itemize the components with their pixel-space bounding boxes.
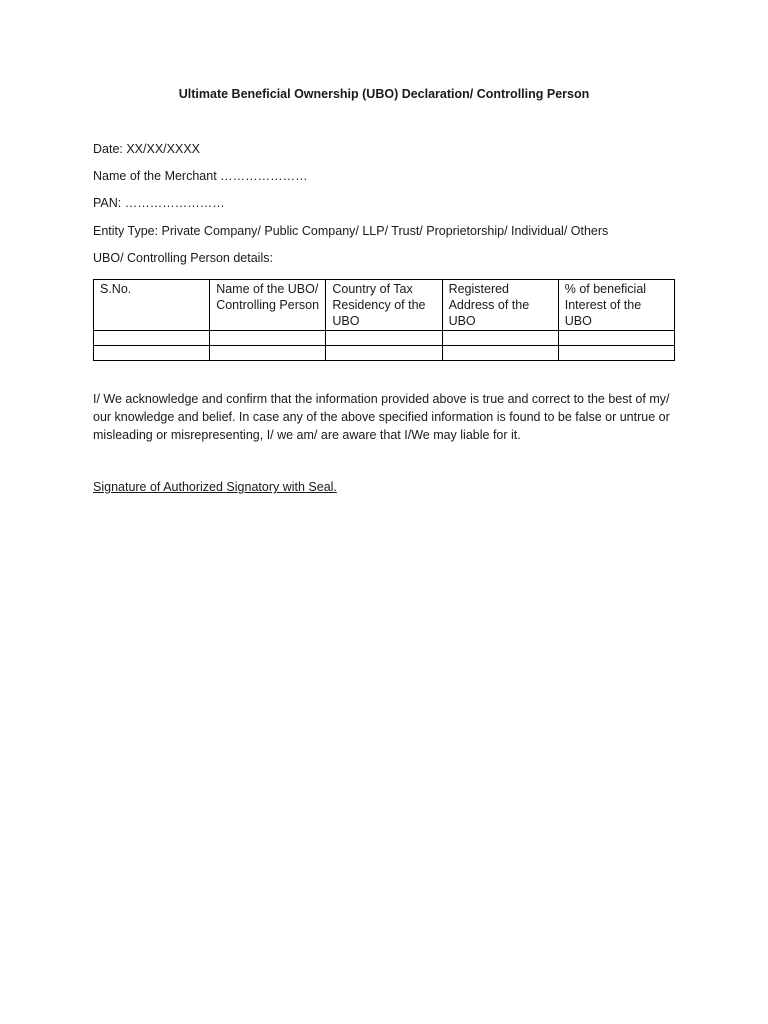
declaration-paragraph: I/ We acknowledge and confirm that the information provided above is true and correct to the best of my/ our knowledge and belief. In case any of the above specified information is found to be false or untrue or misleading or misrepresenting, I/ we am/ are aware that I/We may liable for it. bbox=[93, 392, 670, 442]
table-cell bbox=[442, 346, 558, 361]
table-row bbox=[94, 331, 675, 346]
table-cell bbox=[558, 346, 674, 361]
merchant-name-field: Name of the Merchant ………………… bbox=[93, 169, 308, 183]
header-ubo-name: Name of the UBO/ Controlling Person bbox=[210, 280, 326, 331]
table-cell bbox=[94, 346, 210, 361]
table-header-row bbox=[94, 280, 675, 331]
signature-line: Signature of Authorized Signatory with Seal. bbox=[93, 480, 337, 494]
pan-field: PAN: …………………… bbox=[93, 196, 225, 210]
table-cell bbox=[210, 331, 326, 346]
table-cell bbox=[326, 346, 442, 361]
table-cell bbox=[326, 331, 442, 346]
table-cell bbox=[94, 331, 210, 346]
header-sno: S.No. bbox=[94, 280, 210, 331]
entity-type-line: Entity Type: Private Company/ Public Company/ LLP/ Trust/ Proprietorship/ Individual/ Others bbox=[93, 224, 609, 238]
header-beneficial-interest: % of beneficial Interest of the UBO bbox=[558, 280, 674, 331]
table-cell bbox=[210, 346, 326, 361]
table-cell bbox=[442, 331, 558, 346]
header-tax-residency: Country of Tax Residency of the UBO bbox=[326, 280, 442, 331]
ubo-details-table bbox=[93, 279, 675, 361]
date-field: Date: XX/XX/XXXX bbox=[93, 142, 200, 156]
ubo-details-label: UBO/ Controlling Person details: bbox=[93, 251, 273, 265]
document-title: Ultimate Beneficial Ownership (UBO) Declaration/ Controlling Person bbox=[178, 87, 590, 101]
table-row bbox=[94, 346, 675, 361]
table-cell bbox=[558, 331, 674, 346]
header-registered-address: Registered Address of the UBO bbox=[442, 280, 558, 331]
